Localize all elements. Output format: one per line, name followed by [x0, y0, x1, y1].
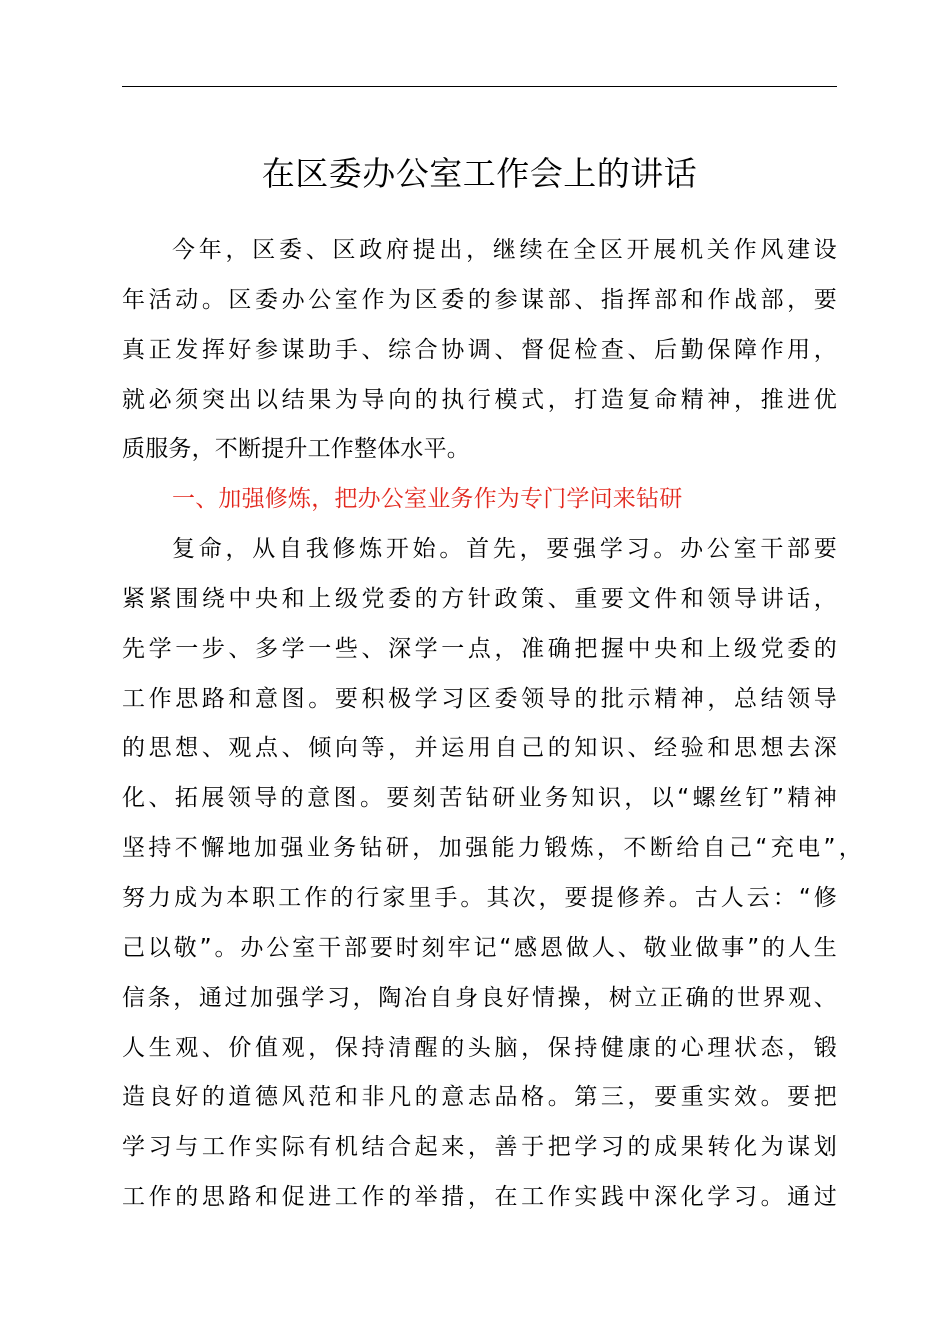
paragraph-line: 就必须突出以结果为导向的执行模式，打造复命精神，推进优 — [122, 386, 837, 413]
paragraph-line: 己以敬”。办公室干部要时刻牢记“感恩做人、敬业做事”的人生 — [122, 934, 837, 961]
paragraph-line: 先学一步、多学一些、深学一点，准确把握中央和上级党委的 — [122, 635, 837, 662]
paragraph-line: 造良好的道德风范和非凡的意志品格。第三，要重实效。要把 — [122, 1084, 837, 1111]
paragraph-line: 真正发挥好参谋助手、综合协调、督促检查、后勤保障作用， — [122, 336, 837, 363]
paragraph-line: 年活动。区委办公室作为区委的参谋部、指挥部和作战部，要 — [122, 286, 837, 313]
document-title: 在区委办公室工作会上的讲话 — [261, 154, 698, 193]
paragraph-line: 学习与工作实际有机结合起来，善于把学习的成果转化为谋划 — [122, 1134, 837, 1161]
paragraph-line: 质服务，不断提升工作整体水平。 — [122, 436, 470, 463]
section-heading: 一、加强修炼，把办公室业务作为专门学问来钻研 — [172, 486, 683, 513]
paragraph-line: 工作思路和意图。要积极学习区委领导的批示精神，总结领导 — [122, 685, 837, 712]
paragraph-line: 化、拓展领导的意图。要刻苦钻研业务知识，以“螺丝钉”精神 — [122, 785, 837, 812]
paragraph-line: 紧紧围绕中央和上级党委的方针政策、重要文件和领导讲话， — [122, 585, 837, 612]
header-rule — [122, 86, 837, 87]
paragraph-line: 坚持不懈地加强业务钻研，加强能力锻炼，不断给自己“充电”， — [122, 835, 862, 862]
paragraph-line: 努力成为本职工作的行家里手。其次，要提修养。古人云：“修 — [122, 884, 837, 911]
paragraph-line: 今年，区委、区政府提出，继续在全区开展机关作风建设 — [172, 237, 837, 263]
paragraph-line: 复命，从自我修炼开始。首先，要强学习。办公室干部要 — [172, 536, 837, 563]
paragraph-line: 工作的思路和促进工作的举措，在工作实践中深化学习。通过 — [122, 1184, 837, 1211]
paragraph-line: 信条，通过加强学习，陶冶自身良好情操，树立正确的世界观、 — [122, 984, 837, 1011]
paragraph-line: 的思想、观点、倾向等，并运用自己的知识、经验和思想去深 — [122, 735, 837, 762]
paragraph-line: 人生观、价值观，保持清醒的头脑，保持健康的心理状态，锻 — [122, 1034, 837, 1061]
document-body — [122, 226, 862, 1223]
